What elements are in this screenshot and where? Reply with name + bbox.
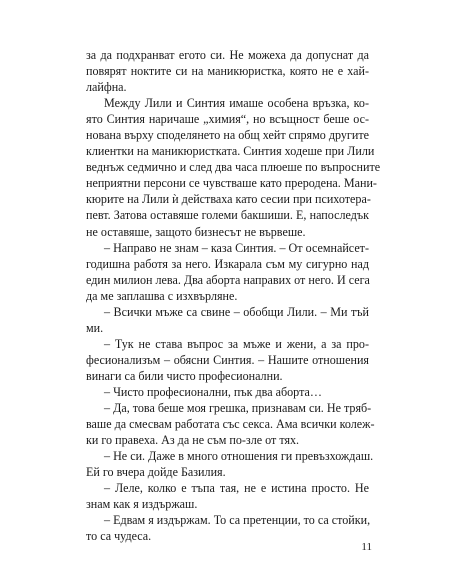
- text-line: – Всички мъже са свине – обобщи Лили. – Ми тъй: [104, 304, 369, 319]
- text-line: да ме заплашва с изхвърляне.: [86, 288, 238, 303]
- text-line: – Леле, колко е тъпа тая, не е истина просто. Не: [104, 481, 369, 496]
- body-text: [86, 47, 381, 544]
- text-line: нована върху споделянето на общ хейт спрямо другите: [86, 128, 369, 143]
- text-line: ято Синтия наричаше „химия“, но всъщност беше ос-: [86, 112, 369, 127]
- text-line: Между Лили и Синтия имаше особена връзка, ко-: [104, 96, 369, 111]
- text-line: фесионализъм – обясни Синтия. – Нашите отношения: [86, 352, 369, 367]
- text-line: лайфна.: [86, 80, 127, 95]
- text-line: – Направо не знам – каза Синтия. – От осемнайсет-: [104, 240, 369, 255]
- text-line: ми.: [86, 320, 104, 335]
- text-line: певт. Затова оставяше големи бакшиши. Е, напоследък: [86, 208, 369, 223]
- text-line: годишна работя за него. Изкарала съм му сигурно над: [86, 256, 369, 271]
- text-line: то са чудеса.: [86, 529, 152, 544]
- text-line: знам как я издържаш.: [86, 497, 198, 512]
- page-number: 11: [361, 541, 372, 553]
- text-line: винаги са били чисто професионални.: [86, 368, 283, 383]
- text-line: – Тук не става въпрос за мъже и жени, а за про-: [104, 336, 369, 351]
- text-line: повярят ноктите си на маникюристка, която не е хай-: [86, 64, 369, 79]
- text-line: за да подхранват егото си. Не можеха да допуснат да: [86, 48, 369, 62]
- text-line: неприятни персони се чувстваше като преродена. Мани-: [86, 176, 377, 191]
- text-line: Ей го вчера дойде Базилия.: [86, 465, 226, 480]
- text-line: – Едвам я издържам. То са претенции, то са стойки,: [104, 513, 371, 528]
- text-line: един милион лева. Два аборта направих от него. И сега: [86, 272, 370, 287]
- text-line: кюрите на Лили ѝ действаха като сесии при психотера-: [86, 192, 371, 207]
- text-line: не оставяше, защото бизнесът не вървеше.: [86, 224, 306, 239]
- text-line: клиентки на маникюристката. Синтия ходеше при Лили: [86, 144, 375, 159]
- text-line: ваше да смесвам работата със секса. Ама всички колеж-: [86, 417, 375, 432]
- text-line: – Чисто професионални, пък два аборта…: [104, 384, 322, 399]
- text-line: – Не си. Даже в много отношения ги превъзхождаш.: [104, 449, 374, 464]
- text-line: ки го правеха. Аз да не съм по-зле от тях.: [86, 433, 300, 448]
- text-line: – Да, това беше моя грешка, признавам си. Не тряб‑: [104, 401, 372, 416]
- text-line: веднъж седмично и след два часа плюеше по въпросните: [86, 160, 381, 175]
